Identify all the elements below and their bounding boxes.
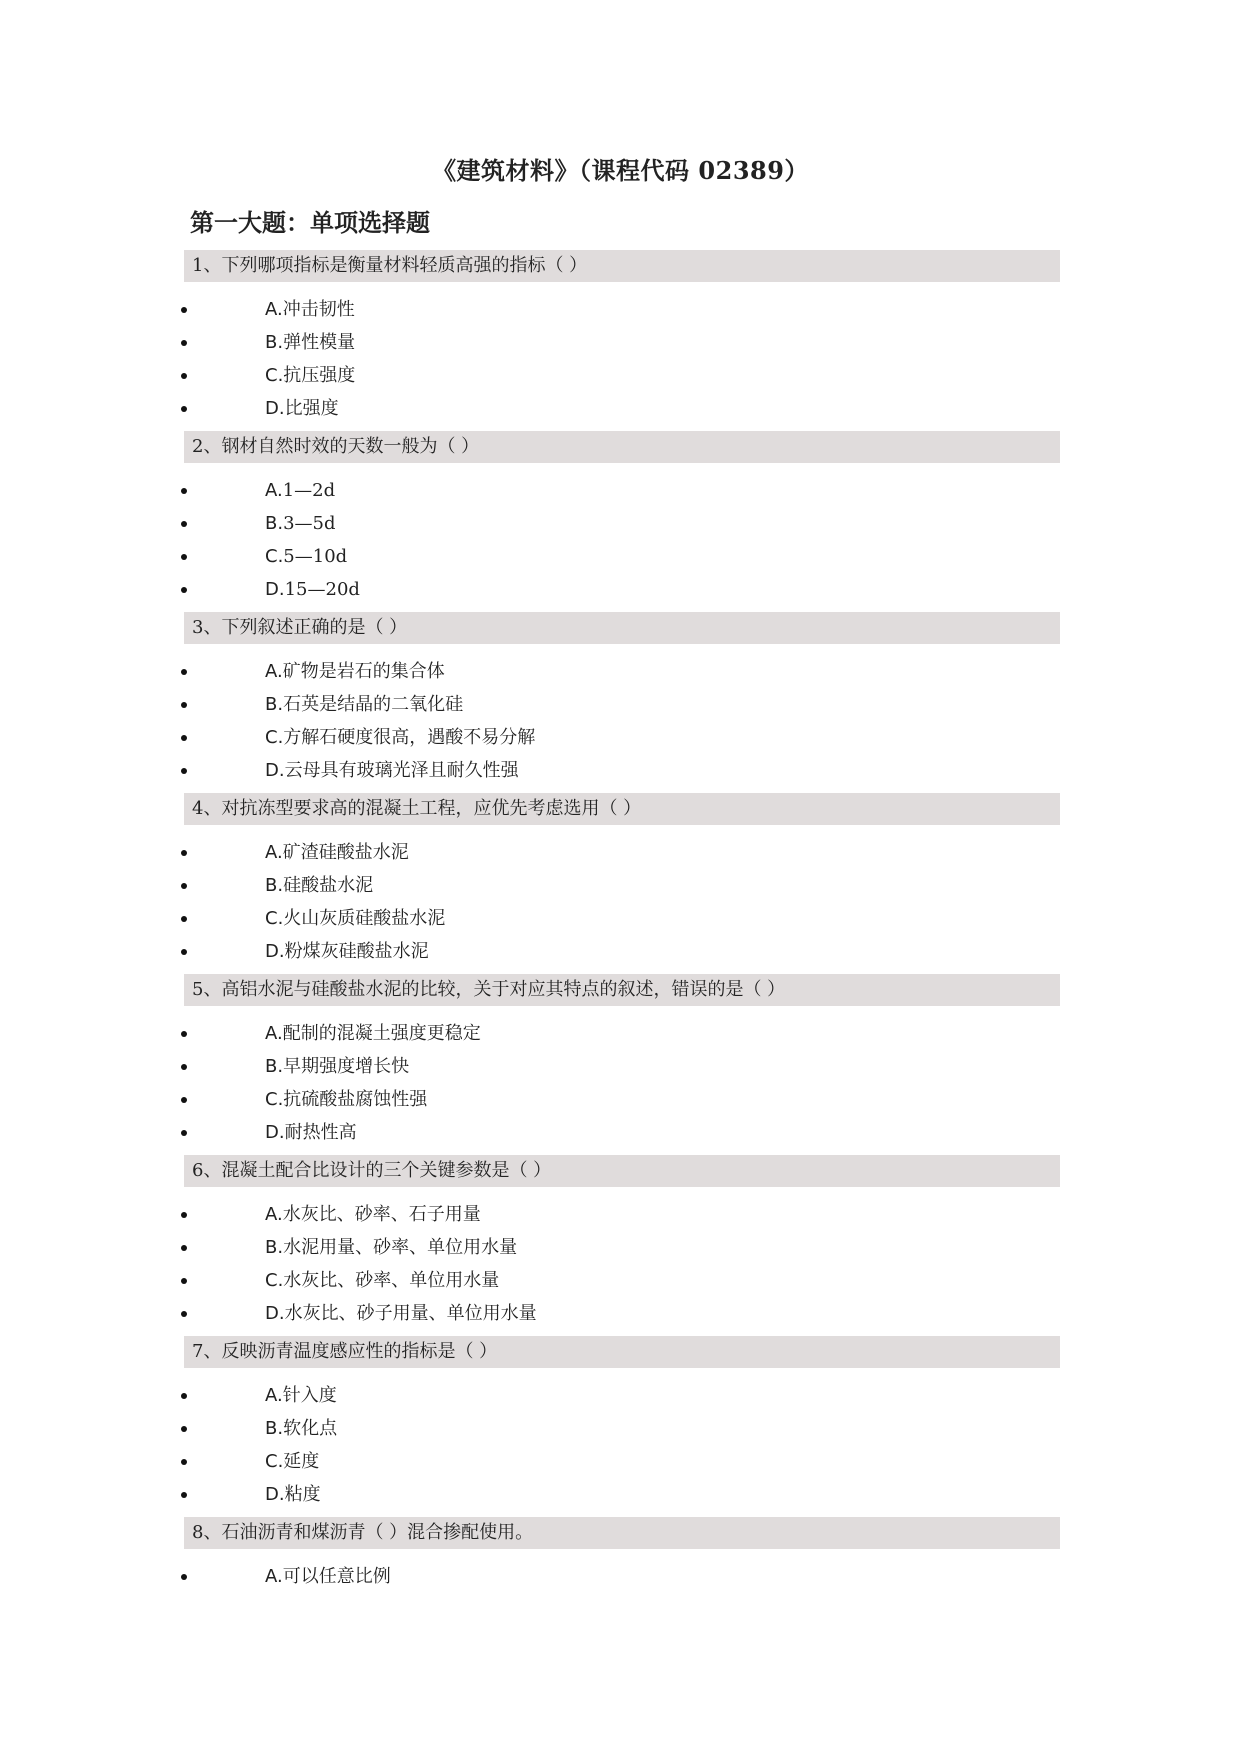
option-label: 弹性模量 (283, 332, 356, 353)
option-list (0, 1379, 1241, 1511)
option-letter: D. (265, 1484, 285, 1505)
question-text: 4、对抗冻型要求高的混凝土工程，应优先考虑选用（ ） (184, 793, 1060, 825)
option-letter: C. (265, 908, 284, 929)
bullet-icon (181, 1426, 187, 1432)
option-label: 配制的混凝土强度更稳定 (282, 1023, 481, 1044)
question-block (0, 1517, 1241, 1593)
bullet-icon (181, 949, 187, 955)
bullet-icon (181, 916, 187, 922)
question-block (0, 1336, 1241, 1511)
option-item (0, 392, 1241, 425)
bullet-icon (181, 1097, 187, 1103)
option-text (265, 1083, 427, 1116)
question-text: 2、钢材自然时效的天数一般为（ ） (184, 431, 1060, 463)
option-text (265, 1017, 481, 1050)
option-label: 硅酸盐水泥 (283, 875, 374, 896)
option-label: 火山灰质硅酸盐水泥 (283, 908, 446, 929)
option-text (265, 474, 335, 507)
option-text (265, 935, 429, 968)
option-item (0, 1231, 1241, 1264)
bullet-icon (181, 587, 187, 593)
question-block (0, 612, 1241, 787)
option-letter: D. (265, 760, 285, 781)
section-heading: 第一大题：单项选择题 (190, 208, 430, 237)
option-text (265, 902, 445, 935)
question-text: 6、混凝土配合比设计的三个关键参数是（ ） (184, 1155, 1060, 1187)
option-text (265, 392, 339, 425)
bullet-icon (181, 1393, 187, 1399)
option-text (265, 1198, 481, 1231)
option-letter: A. (265, 661, 283, 682)
question-text: 3、下列叙述正确的是（ ） (184, 612, 1060, 644)
option-letter: C. (265, 1089, 284, 1110)
option-text (265, 1231, 517, 1264)
question-block (0, 793, 1241, 968)
option-label: 水灰比、砂率、单位用水量 (283, 1270, 500, 1291)
option-item (0, 1379, 1241, 1412)
option-label: 5—10d (283, 546, 348, 567)
option-label: 耐热性高 (284, 1122, 357, 1143)
question-text: 8、石油沥青和煤沥青（ ）混合掺配使用。 (184, 1517, 1060, 1549)
option-item (0, 540, 1241, 573)
option-label: 矿物是岩石的集合体 (282, 661, 445, 682)
bullet-icon (181, 1031, 187, 1037)
option-label: 1—2d (282, 480, 336, 501)
bullet-icon (181, 1245, 187, 1251)
option-list (0, 1017, 1241, 1149)
option-item (0, 507, 1241, 540)
option-letter: B. (265, 1237, 284, 1258)
option-letter: B. (265, 513, 284, 534)
option-item (0, 1198, 1241, 1231)
option-item (0, 359, 1241, 392)
option-item (0, 1083, 1241, 1116)
bullet-icon (181, 1311, 187, 1317)
option-list (0, 1560, 1241, 1593)
bullet-icon (181, 373, 187, 379)
option-letter: D. (265, 398, 285, 419)
option-letter: D. (265, 1303, 285, 1324)
option-letter: D. (265, 941, 285, 962)
option-letter: C. (265, 1451, 284, 1472)
bullet-icon (181, 669, 187, 675)
option-item (0, 1017, 1241, 1050)
question-text: 7、反映沥青温度感应性的指标是（ ） (184, 1336, 1060, 1368)
option-text (265, 1445, 319, 1478)
option-letter: A. (265, 1023, 283, 1044)
option-text (265, 359, 355, 392)
option-item (0, 1050, 1241, 1083)
option-letter: C. (265, 1270, 284, 1291)
option-letter: B. (265, 332, 284, 353)
option-letter: A. (265, 1385, 283, 1406)
option-text (265, 1050, 409, 1083)
option-item (0, 655, 1241, 688)
option-item (0, 902, 1241, 935)
option-label: 水灰比、砂子用量、单位用水量 (284, 1303, 537, 1324)
option-label: 抗压强度 (283, 365, 356, 386)
bullet-icon (181, 554, 187, 560)
option-item (0, 935, 1241, 968)
option-list (0, 474, 1241, 606)
option-label: 粘度 (284, 1484, 321, 1505)
option-letter: A. (265, 842, 283, 863)
bullet-icon (181, 521, 187, 527)
option-item (0, 1445, 1241, 1478)
option-item (0, 1264, 1241, 1297)
option-label: 水泥用量、砂率、单位用水量 (283, 1237, 518, 1258)
option-item (0, 1560, 1241, 1593)
option-letter: A. (265, 1204, 283, 1225)
option-list (0, 1198, 1241, 1330)
option-text (265, 721, 535, 754)
option-label: 粉煤灰硅酸盐水泥 (284, 941, 429, 962)
option-label: 早期强度增长快 (283, 1056, 410, 1077)
option-letter: A. (265, 1566, 283, 1587)
option-label: 比强度 (284, 398, 339, 419)
option-text (265, 540, 347, 573)
option-letter: B. (265, 1056, 284, 1077)
option-text (265, 754, 519, 787)
option-letter: D. (265, 579, 285, 600)
option-text (265, 1379, 337, 1412)
option-item (0, 293, 1241, 326)
option-letter: C. (265, 546, 284, 567)
option-letter: C. (265, 365, 284, 386)
option-text (265, 1412, 337, 1445)
option-item (0, 474, 1241, 507)
option-text (265, 688, 463, 721)
option-text (265, 1478, 321, 1511)
option-label: 针入度 (282, 1385, 337, 1406)
bullet-icon (181, 1459, 187, 1465)
option-item (0, 869, 1241, 902)
question-text: 1、下列哪项指标是衡量材料轻质高强的指标（ ） (184, 250, 1060, 282)
option-item (0, 326, 1241, 359)
bullet-icon (181, 1064, 187, 1070)
option-text (265, 1560, 391, 1593)
option-text (265, 1264, 499, 1297)
option-label: 水灰比、砂率、石子用量 (282, 1204, 481, 1225)
bullet-icon (181, 1130, 187, 1136)
bullet-icon (181, 768, 187, 774)
bullet-icon (181, 735, 187, 741)
question-text: 5、高铝水泥与硅酸盐水泥的比较，关于对应其特点的叙述，错误的是（ ） (184, 974, 1060, 1006)
option-label: 矿渣硅酸盐水泥 (282, 842, 409, 863)
option-label: 云母具有玻璃光泽且耐久性强 (284, 760, 519, 781)
question-block (0, 250, 1241, 425)
option-letter: B. (265, 694, 284, 715)
option-text (265, 573, 360, 606)
question-block (0, 974, 1241, 1149)
option-letter: C. (265, 727, 284, 748)
option-letter: B. (265, 1418, 284, 1439)
option-item (0, 721, 1241, 754)
document-title: 《建筑材料》（课程代码 02389） (432, 156, 809, 185)
question-list (0, 250, 1241, 1599)
option-item (0, 1297, 1241, 1330)
bullet-icon (181, 307, 187, 313)
option-item (0, 836, 1241, 869)
option-text (265, 836, 409, 869)
option-label: 软化点 (283, 1418, 338, 1439)
question-block (0, 431, 1241, 606)
option-list (0, 655, 1241, 787)
bullet-icon (181, 406, 187, 412)
option-text (265, 655, 445, 688)
option-letter: B. (265, 875, 284, 896)
option-text (265, 507, 336, 540)
bullet-icon (181, 1492, 187, 1498)
question-block (0, 1155, 1241, 1330)
option-label: 冲击韧性 (282, 299, 355, 320)
option-label: 15—20d (284, 579, 360, 600)
bullet-icon (181, 1278, 187, 1284)
bullet-icon (181, 850, 187, 856)
option-item (0, 1412, 1241, 1445)
option-text (265, 326, 355, 359)
option-item (0, 754, 1241, 787)
bullet-icon (181, 702, 187, 708)
option-label: 抗硫酸盐腐蚀性强 (283, 1089, 428, 1110)
option-label: 方解石硬度很高，遇酸不易分解 (283, 727, 536, 748)
bullet-icon (181, 1574, 187, 1580)
option-label: 石英是结晶的二氧化硅 (283, 694, 464, 715)
bullet-icon (181, 340, 187, 346)
option-text (265, 293, 355, 326)
option-item (0, 688, 1241, 721)
option-letter: A. (265, 299, 283, 320)
bullet-icon (181, 883, 187, 889)
option-list (0, 293, 1241, 425)
option-item (0, 573, 1241, 606)
option-list (0, 836, 1241, 968)
option-label: 可以任意比例 (282, 1566, 391, 1587)
option-letter: D. (265, 1122, 285, 1143)
bullet-icon (181, 488, 187, 494)
option-text (265, 1116, 357, 1149)
option-item (0, 1478, 1241, 1511)
option-text (265, 869, 373, 902)
option-label: 3—5d (283, 513, 336, 534)
bullet-icon (181, 1212, 187, 1218)
option-letter: A. (265, 480, 283, 501)
option-text (265, 1297, 537, 1330)
option-label: 延度 (283, 1451, 320, 1472)
option-item (0, 1116, 1241, 1149)
